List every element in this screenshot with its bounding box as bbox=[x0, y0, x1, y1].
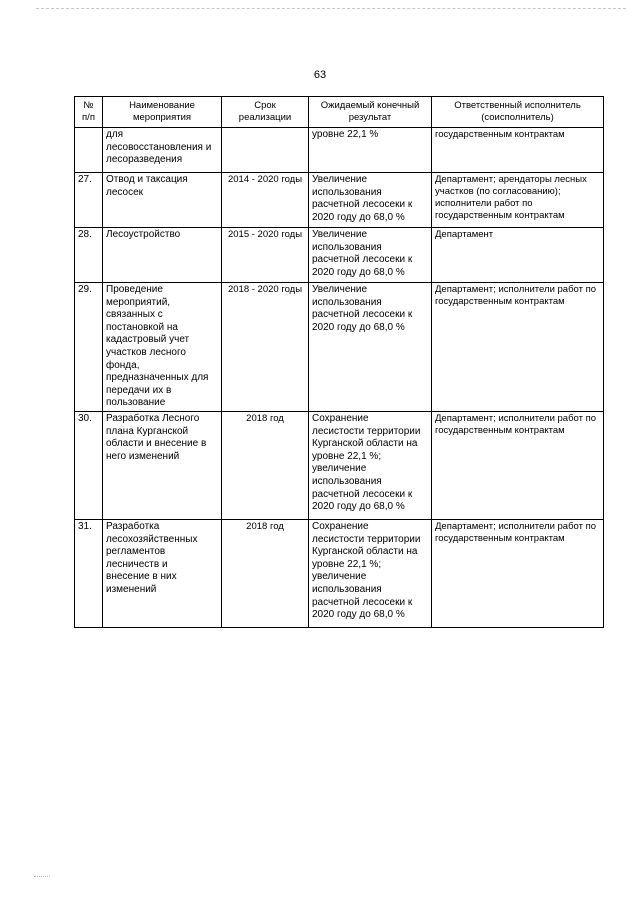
header-result: Ожидаемый конечный результат bbox=[309, 97, 432, 128]
row-term: 2014 - 2020 годы bbox=[222, 173, 309, 228]
row-num bbox=[75, 128, 103, 173]
header-num: № п/п bbox=[75, 97, 103, 128]
row-responsible: Департамент; арендаторы лесных участков (по согласованию); исполнители работ по государственным контрактам bbox=[432, 173, 604, 228]
row-name: Разработка Лесного плана Курганской области и внесение в него изменений bbox=[103, 411, 222, 519]
row-name: Отвод и таксация лесосек bbox=[103, 173, 222, 228]
table-row bbox=[75, 228, 604, 283]
row-name: Проведение мероприятий, связанных с постановкой на кадастровый учет участков лесного фонда, предназначенных для передачи их в пользование bbox=[103, 283, 222, 412]
row-num: 30. bbox=[75, 411, 103, 519]
row-result: Увеличение использования расчетной лесосеки к 2020 году до 68,0 % bbox=[309, 228, 432, 283]
row-result: уровне 22,1 % bbox=[309, 128, 432, 173]
table-row bbox=[75, 519, 604, 627]
row-num: 31. bbox=[75, 519, 103, 627]
row-result: Увеличение использования расчетной лесосеки к 2020 году до 68,0 % bbox=[309, 173, 432, 228]
table-row bbox=[75, 283, 604, 412]
page-number: 63 bbox=[313, 69, 327, 81]
table-header-row bbox=[75, 97, 604, 128]
row-responsible: Департамент; исполнители работ по государственным контрактам bbox=[432, 519, 604, 627]
row-term: 2018 год bbox=[222, 411, 309, 519]
header-responsible: Ответственный исполнитель (соисполнитель) bbox=[432, 97, 604, 128]
row-responsible: Департамент; исполнители работ по государственным контрактам bbox=[432, 411, 604, 519]
row-responsible: Департамент; исполнители работ по государственным контрактам bbox=[432, 283, 604, 412]
row-term bbox=[222, 128, 309, 173]
row-result: Сохранение лесистости территории Курганской области на уровне 22,1 %; увеличение использования расчетной лесосеки к 2020 году до 68,0 % bbox=[309, 411, 432, 519]
row-result: Сохранение лесистости территории Курганской области на уровне 22,1 %; увеличение использования расчетной лесосеки к 2020 году до 68,0 % bbox=[309, 519, 432, 627]
scan-artifact-line bbox=[36, 8, 626, 11]
row-term: 2015 - 2020 годы bbox=[222, 228, 309, 283]
row-responsible: государственным контрактам bbox=[432, 128, 604, 173]
row-term: 2018 - 2020 годы bbox=[222, 283, 309, 412]
scan-artifact-mark bbox=[34, 876, 50, 878]
header-name: Наименование мероприятия bbox=[103, 97, 222, 128]
row-responsible: Департамент bbox=[432, 228, 604, 283]
row-name: Лесоустройство bbox=[103, 228, 222, 283]
table-row bbox=[75, 128, 604, 173]
header-term: Срок реализации bbox=[222, 97, 309, 128]
row-name: для лесовосстановления и лесоразведения bbox=[103, 128, 222, 173]
row-result: Увеличение использования расчетной лесосеки к 2020 году до 68,0 % bbox=[309, 283, 432, 412]
table-row bbox=[75, 411, 604, 519]
row-name: Разработка лесохозяйственных регламентов лесничеств и внесение в них изменений bbox=[103, 519, 222, 627]
row-num: 28. bbox=[75, 228, 103, 283]
activities-table bbox=[74, 96, 604, 628]
row-num: 27. bbox=[75, 173, 103, 228]
row-num: 29. bbox=[75, 283, 103, 412]
table-row bbox=[75, 173, 604, 228]
row-term: 2018 год bbox=[222, 519, 309, 627]
